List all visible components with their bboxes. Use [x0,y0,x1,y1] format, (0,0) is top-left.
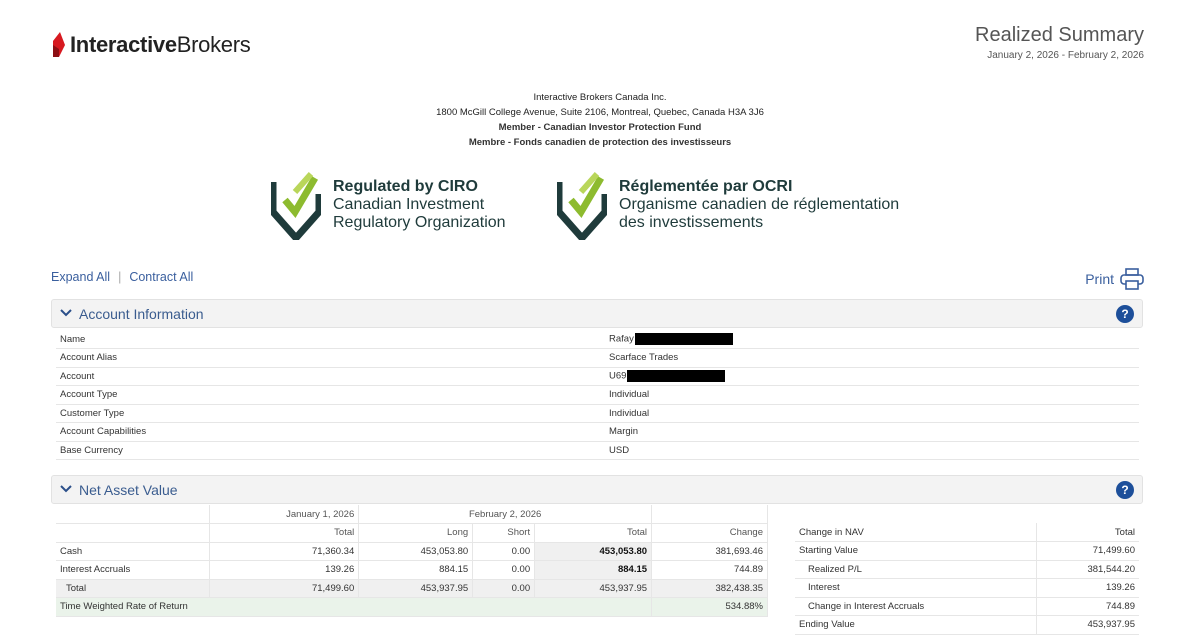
table-total-row: Total 71,499.60 453,937.95 0.00 453,937.95 382,438.35 [56,579,768,598]
table-group-header [56,505,768,524]
print-label: Print [1085,271,1114,287]
table-row: Account Capabilities Margin [56,423,1139,442]
start-date-header: January 1, 2026 [210,505,359,524]
ciro-line2: Canadian Investment [333,196,485,213]
member-fr: Membre - Fonds canadien de protection des investisseurs [468,137,732,148]
account-information-header[interactable] [51,299,1143,328]
redaction-bar [635,333,733,345]
table-row: Realized P/L 381,544.20 [795,560,1139,579]
account-info-table [56,330,1139,460]
ocri-shield-icon [557,172,607,240]
section-title: Account Information [79,305,204,322]
firm-name: Interactive Brokers Canada Inc. [533,92,667,103]
flame-logo-icon [51,31,67,59]
table-header: Total Long Short Total Change [56,524,768,543]
ocri-line2: Organisme canadien de réglementation [619,196,900,213]
table-row: Ending Value 453,937.95 [795,616,1139,635]
table-row: Change in Interest Accruals 744.89 [795,597,1139,616]
chevron-down-icon [60,484,74,496]
table-row: Account Alias Scarface Trades [56,349,1139,368]
ocri-line1: Réglementée par OCRI [619,178,793,195]
change-in-nav-table [795,523,1139,635]
table-row: Interest Accruals 139.26 884.15 0.00 884.15 744.89 [56,561,768,580]
firm-details [0,90,1200,150]
firm-address: 1800 McGill College Avenue, Suite 2106, Montreal, Quebec, Canada H3A 3J6 [436,107,764,118]
expand-all-link[interactable]: Expand All [51,270,111,284]
member-en: Member - Canadian Investor Protection Fund [498,122,702,133]
ciro-line1: Regulated by CIRO [333,178,478,195]
contract-all-link[interactable]: Contract All [129,270,194,284]
help-icon[interactable]: ? [1116,305,1134,323]
ciro-line3: Regulatory Organization [333,214,506,231]
separator: | [118,270,122,284]
table-row: Customer Type Individual [56,404,1139,423]
table-row: Base Currency USD [56,441,1139,460]
print-button[interactable] [1085,268,1144,290]
ciro-badge [271,172,506,240]
table-row: Cash 71,360.34 453,053.80 0.00 453,053.80 381,693.46 [56,542,768,561]
twr-value: 534.88% [652,598,768,617]
report-date-range: January 2, 2026 - February 2, 2026 [987,50,1144,61]
net-asset-value-header[interactable] [51,475,1143,504]
expand-controls [51,270,193,284]
table-row: Account Type Individual [56,386,1139,405]
help-icon[interactable]: ? [1116,481,1134,499]
twr-row [56,598,768,617]
ocri-badge [557,172,899,240]
redaction-bar [627,370,725,382]
section-title: Net Asset Value [79,481,178,498]
table-row: Interest 139.26 [795,579,1139,598]
ciro-shield-icon [271,172,321,240]
table-row: Account U69 [56,367,1139,386]
end-date-header: February 2, 2026 [359,505,652,524]
logo-wordmark: InteractiveBrokers [70,32,251,57]
chevron-down-icon [60,308,74,320]
report-title: Realized Summary [975,24,1144,46]
twr-label: Time Weighted Rate of Return [56,598,652,617]
ocri-line3: des investissements [619,214,764,231]
table-row: Name Rafay [56,330,1139,349]
interactive-brokers-logo [51,30,250,60]
printer-icon [1120,268,1144,290]
table-header: Change in NAV Total [795,523,1139,542]
nav-table [56,505,768,617]
table-row: Starting Value 71,499.60 [795,542,1139,561]
